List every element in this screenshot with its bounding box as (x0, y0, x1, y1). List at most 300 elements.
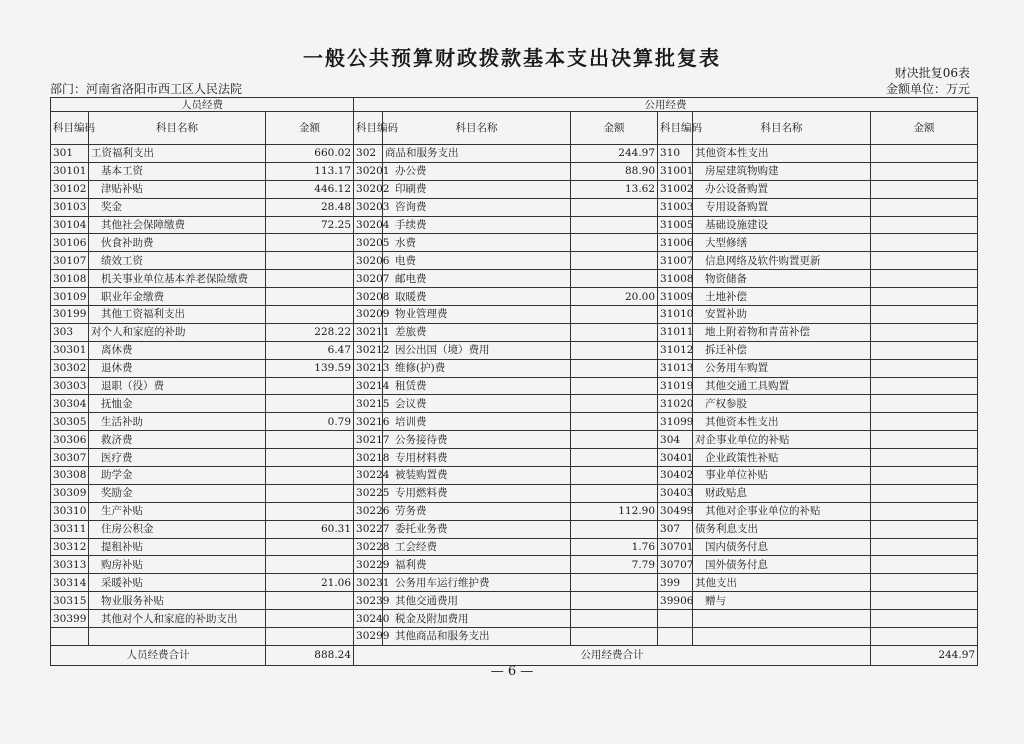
table-row (51, 252, 978, 270)
item-amount: 113.17 (266, 162, 354, 180)
item-name: 物业服务补贴 (89, 592, 266, 610)
item-amount (871, 323, 978, 341)
item-code: 302 (354, 145, 383, 163)
item-code: 30304 (51, 395, 89, 413)
item-amount (871, 467, 978, 485)
item-code: 30106 (51, 234, 89, 252)
item-name: 劳务费 (383, 502, 571, 520)
item-amount (871, 377, 978, 395)
item-code: 30313 (51, 556, 89, 574)
item-code: 30707 (658, 556, 693, 574)
item-amount (266, 270, 354, 288)
item-code: 31009 (658, 288, 693, 306)
column-header-amount: 金额 (266, 112, 354, 145)
item-amount: 446.12 (266, 180, 354, 198)
item-amount: 20.00 (571, 288, 658, 306)
item-name: 物资储备 (693, 270, 871, 288)
item-name: 对个人和家庭的补助 (89, 323, 266, 341)
item-code: 30403 (658, 484, 693, 502)
item-code: 30207 (354, 270, 383, 288)
item-code: 31002 (658, 180, 693, 198)
item-code: 30211 (354, 323, 383, 341)
item-code: 30312 (51, 538, 89, 556)
item-amount (871, 145, 978, 163)
item-amount (571, 467, 658, 485)
item-name: 办公设备购置 (693, 180, 871, 198)
item-code: 30311 (51, 520, 89, 538)
item-code: 30499 (658, 502, 693, 520)
item-amount (871, 574, 978, 592)
item-name: 专用燃料费 (383, 484, 571, 502)
item-name: 退休费 (89, 359, 266, 377)
item-amount (871, 395, 978, 413)
table-row (51, 502, 978, 520)
item-code: 30228 (354, 538, 383, 556)
table-row (51, 288, 978, 306)
item-name: 国内债务付息 (693, 538, 871, 556)
item-name: 公务用车购置 (693, 359, 871, 377)
item-code: 30108 (51, 270, 89, 288)
item-code: 30101 (51, 162, 89, 180)
item-amount (571, 234, 658, 252)
item-name: 税金及附加费用 (383, 610, 571, 628)
item-amount (266, 610, 354, 628)
item-name: 其他工资福利支出 (89, 306, 266, 324)
item-name: 产权参股 (693, 395, 871, 413)
table-row (51, 538, 978, 556)
form-code: 财决批复06表 (894, 66, 970, 80)
item-name: 国外债务付息 (693, 556, 871, 574)
item-name: 专用设备购置 (693, 198, 871, 216)
item-code: 30213 (354, 359, 383, 377)
item-code: 30307 (51, 449, 89, 467)
group-header-public: 公用经费 (354, 98, 978, 112)
column-header-name: 科目名称 (89, 112, 266, 145)
item-amount (871, 162, 978, 180)
item-code: 31019 (658, 377, 693, 395)
item-amount (571, 431, 658, 449)
item-code: 30401 (658, 449, 693, 467)
item-name: 财政贴息 (693, 484, 871, 502)
item-amount (571, 359, 658, 377)
item-code: 39906 (658, 592, 693, 610)
item-name: 离休费 (89, 341, 266, 359)
item-name: 对企事业单位的补贴 (693, 431, 871, 449)
item-name: 赠与 (693, 592, 871, 610)
item-amount (266, 306, 354, 324)
item-amount (871, 234, 978, 252)
item-code: 30399 (51, 610, 89, 628)
item-name: 住房公积金 (89, 520, 266, 538)
item-amount: 1.76 (571, 538, 658, 556)
item-amount (871, 198, 978, 216)
item-name: 债务利息支出 (693, 520, 871, 538)
item-name: 奖金 (89, 198, 266, 216)
item-name: 手续费 (383, 216, 571, 234)
item-name: 信息网络及软件购置更新 (693, 252, 871, 270)
item-code: 30227 (354, 520, 383, 538)
personnel-total-value: 888.24 (266, 645, 354, 665)
item-name: 水费 (383, 234, 571, 252)
table-row (51, 449, 978, 467)
item-amount (871, 270, 978, 288)
item-code: 31013 (658, 359, 693, 377)
item-amount (571, 395, 658, 413)
item-amount (871, 341, 978, 359)
item-name: 其他商品和服务支出 (383, 628, 571, 646)
table-row (51, 413, 978, 431)
item-name: 职业年金缴费 (89, 288, 266, 306)
item-name: 其他交通工具购置 (693, 377, 871, 395)
item-name: 生产补贴 (89, 502, 266, 520)
item-code: 31010 (658, 306, 693, 324)
item-amount (571, 610, 658, 628)
table-row (51, 180, 978, 198)
table-row (51, 341, 978, 359)
item-amount (266, 628, 354, 646)
item-amount (266, 377, 354, 395)
table-row (51, 145, 978, 163)
item-name: 会议费 (383, 395, 571, 413)
item-amount: 60.31 (266, 520, 354, 538)
column-header-name: 科目名称 (693, 112, 871, 145)
item-name: 培训费 (383, 413, 571, 431)
item-amount (871, 431, 978, 449)
item-name: 助学金 (89, 467, 266, 485)
item-amount: 28.48 (266, 198, 354, 216)
item-code: 30306 (51, 431, 89, 449)
item-name: 机关事业单位基本养老保险缴费 (89, 270, 266, 288)
item-name: 购房补贴 (89, 556, 266, 574)
item-code: 31006 (658, 234, 693, 252)
item-code: 30104 (51, 216, 89, 234)
item-code: 30102 (51, 180, 89, 198)
expenditure-table (50, 97, 978, 666)
item-amount (571, 449, 658, 467)
item-amount: 0.79 (266, 413, 354, 431)
item-name: 工会经费 (383, 538, 571, 556)
item-amount (871, 288, 978, 306)
item-code: 31020 (658, 395, 693, 413)
item-amount (266, 502, 354, 520)
item-amount (266, 556, 354, 574)
item-code: 30314 (51, 574, 89, 592)
item-name: 维修(护)费 (383, 359, 571, 377)
column-header-amount: 金额 (571, 112, 658, 145)
item-code: 30309 (51, 484, 89, 502)
item-name: 安置补助 (693, 306, 871, 324)
item-code: 30199 (51, 306, 89, 324)
item-name: 采暖补贴 (89, 574, 266, 592)
item-code: 31008 (658, 270, 693, 288)
item-code (658, 610, 693, 628)
table-row (51, 484, 978, 502)
item-amount (571, 216, 658, 234)
item-code: 30308 (51, 467, 89, 485)
item-code: 30315 (51, 592, 89, 610)
item-amount (571, 377, 658, 395)
item-code: 307 (658, 520, 693, 538)
item-code: 303 (51, 323, 89, 341)
item-amount: 244.97 (571, 145, 658, 163)
item-code: 30218 (354, 449, 383, 467)
item-amount: 139.59 (266, 359, 354, 377)
item-amount: 6.47 (266, 341, 354, 359)
item-code: 30203 (354, 198, 383, 216)
item-amount (571, 270, 658, 288)
item-amount (266, 449, 354, 467)
table-row (51, 234, 978, 252)
item-code: 30310 (51, 502, 89, 520)
item-amount (871, 628, 978, 646)
item-amount (266, 252, 354, 270)
item-code: 304 (658, 431, 693, 449)
item-amount (571, 323, 658, 341)
item-amount (266, 592, 354, 610)
item-name: 事业单位补贴 (693, 467, 871, 485)
item-name: 邮电费 (383, 270, 571, 288)
item-name: 咨询费 (383, 198, 571, 216)
item-code: 30204 (354, 216, 383, 234)
item-name: 其他支出 (693, 574, 871, 592)
item-amount (266, 431, 354, 449)
item-amount: 21.06 (266, 574, 354, 592)
item-amount (871, 592, 978, 610)
item-name: 其他对企事业单位的补贴 (693, 502, 871, 520)
item-code: 31099 (658, 413, 693, 431)
item-name: 被装购置费 (383, 467, 571, 485)
item-name: 差旅费 (383, 323, 571, 341)
item-amount (571, 574, 658, 592)
item-amount (571, 628, 658, 646)
item-code (51, 628, 89, 646)
item-code: 30216 (354, 413, 383, 431)
item-code: 31007 (658, 252, 693, 270)
item-name: 其他资本性支出 (693, 413, 871, 431)
item-code: 30402 (658, 467, 693, 485)
item-amount (571, 306, 658, 324)
item-amount (266, 395, 354, 413)
item-amount: 228.22 (266, 323, 354, 341)
item-name: 退职（役）费 (89, 377, 266, 395)
item-name: 医疗费 (89, 449, 266, 467)
item-name: 办公费 (383, 162, 571, 180)
item-code: 31003 (658, 198, 693, 216)
table-row (51, 306, 978, 324)
item-code: 30239 (354, 592, 383, 610)
table-row (51, 592, 978, 610)
item-amount (871, 359, 978, 377)
item-amount (571, 484, 658, 502)
item-name: 公务接待费 (383, 431, 571, 449)
table-row (51, 574, 978, 592)
item-code: 30107 (51, 252, 89, 270)
item-amount: 7.79 (571, 556, 658, 574)
table-row (51, 628, 978, 646)
item-name: 委托业务费 (383, 520, 571, 538)
item-code: 30212 (354, 341, 383, 359)
item-code: 31011 (658, 323, 693, 341)
item-code: 30224 (354, 467, 383, 485)
item-amount: 660.02 (266, 145, 354, 163)
document-title: 一般公共预算财政拨款基本支出决算批复表 (303, 46, 721, 70)
table-row (51, 323, 978, 341)
item-amount (266, 288, 354, 306)
item-name: 土地补偿 (693, 288, 871, 306)
item-code: 30209 (354, 306, 383, 324)
item-code: 30701 (658, 538, 693, 556)
item-amount: 88.90 (571, 162, 658, 180)
item-code: 30225 (354, 484, 383, 502)
item-code: 30302 (51, 359, 89, 377)
item-name: 印刷费 (383, 180, 571, 198)
table-row (51, 467, 978, 485)
item-amount (871, 520, 978, 538)
item-code: 30215 (354, 395, 383, 413)
item-name: 救济费 (89, 431, 266, 449)
item-code: 399 (658, 574, 693, 592)
item-amount (871, 610, 978, 628)
item-amount: 13.62 (571, 180, 658, 198)
table-row (51, 610, 978, 628)
table-row (51, 431, 978, 449)
item-amount (871, 449, 978, 467)
item-name: 专用材料费 (383, 449, 571, 467)
department-label: 部门：河南省洛阳市西工区人民法院 (50, 82, 243, 96)
item-amount (571, 198, 658, 216)
item-amount (871, 216, 978, 234)
item-amount: 112.90 (571, 502, 658, 520)
amount-unit: 金额单位：万元 (885, 82, 970, 96)
column-header-name: 科目名称 (383, 112, 571, 145)
item-code: 30231 (354, 574, 383, 592)
item-code: 30303 (51, 377, 89, 395)
item-name: 房屋建筑物购建 (693, 162, 871, 180)
item-amount (266, 234, 354, 252)
item-code: 30217 (354, 431, 383, 449)
item-code: 30240 (354, 610, 383, 628)
table-row (51, 395, 978, 413)
item-amount (871, 538, 978, 556)
item-name: 其他交通费用 (383, 592, 571, 610)
item-name: 电费 (383, 252, 571, 270)
table-row (51, 556, 978, 574)
item-code (658, 628, 693, 646)
table-row (51, 270, 978, 288)
table-row (51, 162, 978, 180)
item-code: 30208 (354, 288, 383, 306)
table-row (51, 359, 978, 377)
item-code: 30201 (354, 162, 383, 180)
table-row (51, 216, 978, 234)
item-name: 津贴补贴 (89, 180, 266, 198)
item-name: 因公出国（境）费用 (383, 341, 571, 359)
item-amount (871, 180, 978, 198)
item-code: 30226 (354, 502, 383, 520)
group-header-personnel: 人员经费 (51, 98, 354, 112)
item-name: 地上附着物和青苗补偿 (693, 323, 871, 341)
item-name: 基础设施建设 (693, 216, 871, 234)
item-amount (571, 520, 658, 538)
personnel-total-label: 人员经费合计 (51, 645, 266, 665)
item-code: 30301 (51, 341, 89, 359)
public-total-value: 244.97 (871, 645, 978, 665)
item-amount (871, 502, 978, 520)
item-name: 工资福利支出 (89, 145, 266, 163)
item-code: 30205 (354, 234, 383, 252)
table-row (51, 377, 978, 395)
item-name: 绩效工资 (89, 252, 266, 270)
table-row (51, 198, 978, 216)
item-amount (571, 592, 658, 610)
item-name: 物业管理费 (383, 306, 571, 324)
item-name: 商品和服务支出 (383, 145, 571, 163)
column-header-code: 科目编码 (51, 112, 89, 145)
item-amount (571, 341, 658, 359)
item-code: 310 (658, 145, 693, 163)
item-code: 30299 (354, 628, 383, 646)
item-amount (571, 413, 658, 431)
item-name (693, 610, 871, 628)
column-header-code: 科目编码 (658, 112, 693, 145)
item-code: 30206 (354, 252, 383, 270)
item-amount (871, 484, 978, 502)
item-name: 福利费 (383, 556, 571, 574)
item-code: 31005 (658, 216, 693, 234)
item-code: 30202 (354, 180, 383, 198)
item-amount (871, 252, 978, 270)
item-code: 31012 (658, 341, 693, 359)
item-name: 基本工资 (89, 162, 266, 180)
item-code: 30305 (51, 413, 89, 431)
item-code: 301 (51, 145, 89, 163)
item-name: 奖励金 (89, 484, 266, 502)
item-name: 生活补助 (89, 413, 266, 431)
item-name: 提租补贴 (89, 538, 266, 556)
item-amount (871, 556, 978, 574)
page-number: — 6 — (490, 664, 534, 679)
item-name (89, 628, 266, 646)
item-name: 企业政策性补贴 (693, 449, 871, 467)
item-name: 其他对个人和家庭的补助支出 (89, 610, 266, 628)
public-total-label: 公用经费合计 (354, 645, 871, 665)
item-name: 其他社会保障缴费 (89, 216, 266, 234)
item-name (693, 628, 871, 646)
item-amount: 72.25 (266, 216, 354, 234)
item-code: 30229 (354, 556, 383, 574)
item-name: 租赁费 (383, 377, 571, 395)
item-name: 伙食补助费 (89, 234, 266, 252)
item-amount (266, 467, 354, 485)
table-row (51, 520, 978, 538)
item-name: 其他资本性支出 (693, 145, 871, 163)
item-name: 取暖费 (383, 288, 571, 306)
item-amount (871, 413, 978, 431)
item-name: 拆迁补偿 (693, 341, 871, 359)
item-amount (266, 484, 354, 502)
item-amount (266, 538, 354, 556)
item-code: 30103 (51, 198, 89, 216)
item-code: 31001 (658, 162, 693, 180)
item-name: 抚恤金 (89, 395, 266, 413)
item-amount (871, 306, 978, 324)
item-code: 30109 (51, 288, 89, 306)
column-header-code: 科目编码 (354, 112, 383, 145)
item-amount (571, 252, 658, 270)
item-name: 大型修缮 (693, 234, 871, 252)
item-name: 公务用车运行维护费 (383, 574, 571, 592)
item-code: 30214 (354, 377, 383, 395)
